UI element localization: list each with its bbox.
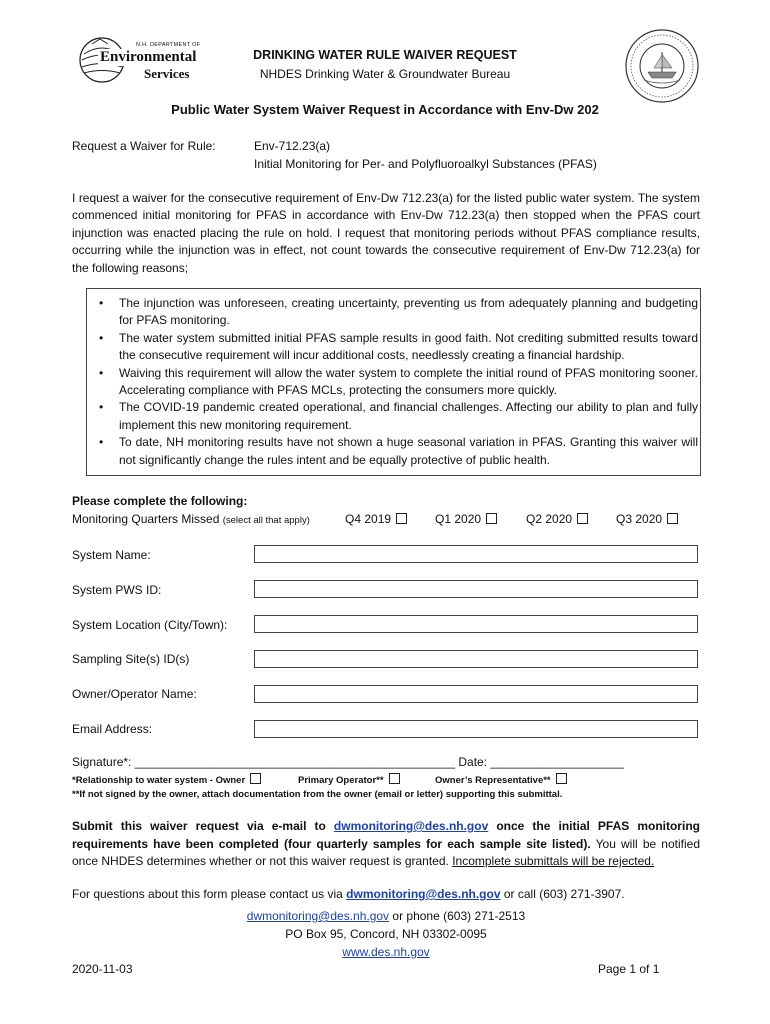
owner-operator-input[interactable] <box>254 685 698 703</box>
system-location-label: System Location (City/Town): <box>72 618 228 632</box>
checkbox[interactable] <box>556 773 567 784</box>
signature-line[interactable]: Signature*: ________________________________________________ Date: ____________________ <box>72 755 624 769</box>
signature-footnote: **If not signed by the owner, attach documentation from the owner (email or letter) supporting this submittal. <box>72 789 563 800</box>
reason-item: • The water system submitted initial PFAS sample results in good faith. Not crediting submitted results toward the consecutive requirement will incur additional costs, needlessly creating a financial hardship. <box>99 330 698 363</box>
bullet-icon: • <box>99 400 104 415</box>
reasons-list <box>87 289 700 469</box>
checkbox[interactable] <box>667 513 678 524</box>
footer-website-link[interactable]: www.des.nh.gov <box>342 945 430 959</box>
form-heading: Please complete the following: <box>72 494 248 508</box>
relationship-primary-operator[interactable]: Primary Operator** <box>298 773 400 786</box>
nhdes-logo <box>78 36 202 86</box>
bureau-name: NHDES Drinking Water & Groundwater Bureau <box>259 67 511 81</box>
quarters-label: Monitoring Quarters Missed <box>72 512 220 526</box>
bullet-icon: • <box>99 365 104 380</box>
logo-text-environmental: Environmental <box>100 49 197 65</box>
reason-item: • The injunction was unforeseen, creating uncertainty, preventing us from adequately planning and budgeting for PFAS monitoring. <box>99 296 698 328</box>
relationship-owners-rep[interactable]: Owner’s Representative** <box>435 773 567 786</box>
footer-website-wrap <box>72 945 700 959</box>
bullet-icon: • <box>99 435 104 450</box>
reason-item: • The COVID-19 pandemic created operational, and financial challenges. Affecting our ability to plan and fully implement this new monitoring requirement. <box>99 400 698 432</box>
bullet-icon: • <box>99 330 104 345</box>
owner-operator-label: Owner/Operator Name: <box>72 687 197 701</box>
quarter-q1-2020[interactable]: Q1 2020 <box>435 512 497 526</box>
questions-email-link[interactable]: dwmonitoring@des.nh.gov <box>346 887 501 901</box>
relationship-owner[interactable]: *Relationship to water system - Owner <box>72 773 261 786</box>
footer-email-link[interactable]: dwmonitoring@des.nh.gov <box>246 909 390 923</box>
checkbox[interactable] <box>577 513 588 524</box>
submit-instructions: Submit this waiver request via e-mail to dwmonitoring@des.nh.gov once the initial PFAS monitoring requirements have been completed (four quarterly samples for each sample site listed). You will be notified once NHDES determines whether or not this waiver request is granted. Incomplete submittals will be rejected. <box>72 819 700 868</box>
form-title: DRINKING WATER RULE WAIVER REQUEST <box>253 48 517 62</box>
rule-description: Initial Monitoring for Per- and Polyfluoroalkyl Substances (PFAS) <box>254 157 597 171</box>
reason-item: • To date, NH monitoring results have not shown a huge seasonal variation in PFAS. Granting this waiver will not significantly change the rules intent and be equally protective of public health. <box>99 435 698 467</box>
quarter-q2-2020[interactable]: Q2 2020 <box>526 512 588 526</box>
reason-item: • Waiving this requirement will allow the water system to complete the initial round of PFAS monitoring sooner. Accelerating compliance with PFAS MCLs, protecting the consumers more quickly. <box>99 365 698 398</box>
footer-address: PO Box 95, Concord, NH 03302-0095 <box>285 927 487 941</box>
bullet-icon: • <box>99 296 104 310</box>
submit-email-link[interactable]: dwmonitoring@des.nh.gov <box>333 819 489 833</box>
rule-label: Request a Waiver for Rule: <box>72 139 216 153</box>
pws-id-label: System PWS ID: <box>72 583 162 597</box>
system-location-input[interactable] <box>254 615 698 633</box>
pws-id-input[interactable] <box>254 580 698 598</box>
footer-contact: dwmonitoring@des.nh.gov or phone (603) 271-2513 <box>246 909 526 923</box>
page-number: Page 1 of 1 <box>598 962 660 976</box>
quarter-q3-2020[interactable]: Q3 2020 <box>616 512 678 526</box>
checkbox[interactable] <box>396 513 407 524</box>
rule-number: Env-712.23(a) <box>254 139 331 153</box>
checkbox[interactable] <box>389 773 400 784</box>
quarter-q4-2019[interactable]: Q4 2019 <box>345 512 407 526</box>
logo-text-services: Services <box>144 66 190 81</box>
checkbox[interactable] <box>250 773 261 784</box>
sampling-site-label: Sampling Site(s) ID(s) <box>72 652 190 666</box>
system-name-label: System Name: <box>72 548 151 562</box>
email-address-input[interactable] <box>254 720 698 738</box>
sampling-site-input[interactable] <box>254 650 698 668</box>
system-name-input[interactable] <box>254 545 698 563</box>
email-address-label: Email Address: <box>72 722 153 736</box>
state-seal-graphic <box>624 28 700 104</box>
form-date: 2020-11-03 <box>72 962 133 976</box>
questions-line: For questions about this form please contact us via dwmonitoring@des.nh.gov or call (603) 271-3907. <box>72 887 625 901</box>
checkbox[interactable] <box>486 513 497 524</box>
logo-text-top: N.H. DEPARTMENT OF <box>136 42 201 48</box>
incomplete-warning: Incomplete submittals will be rejected. <box>452 854 655 868</box>
state-seal <box>624 28 700 104</box>
form-subtitle: Public Water System Waiver Request in Accordance with Env-Dw 202 <box>171 102 599 117</box>
reasons-box <box>86 288 701 476</box>
quarters-note: (select all that apply) <box>222 515 310 526</box>
intro-paragraph: I request a waiver for the consecutive requirement of Env-Dw 712.23(a) for the listed public water system. The system commenced initial monitoring for PFAS in accordance with Env-Dw 712.23(a) then stopped when the PFAS court injunction was enacted placing the rule on hold. I request that monitoring periods without PFAS compliance results, occurring while the injunction was in effect, not count towards the consecutive requirement of Env-Dw 712.23(a) for the following reasons; <box>72 191 700 275</box>
quarters-label-group <box>72 512 310 526</box>
